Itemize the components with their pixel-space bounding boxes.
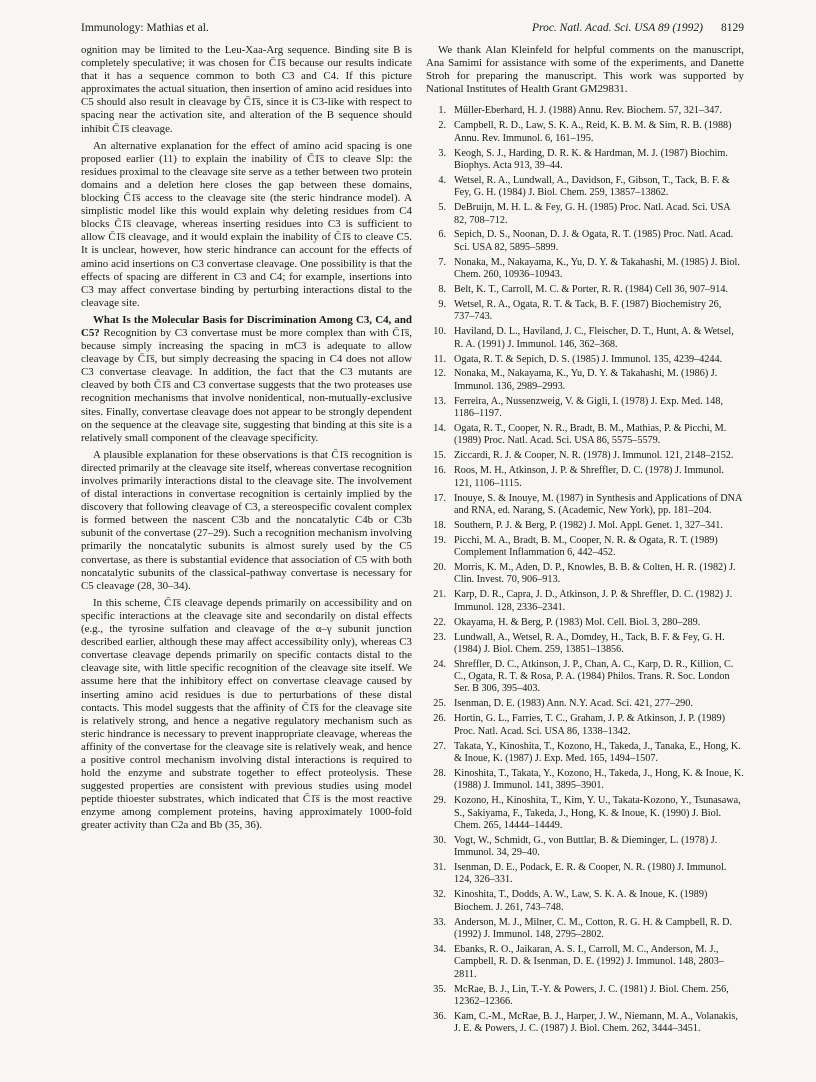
paragraph-text: In this scheme, C̄1̄s̄ cleavage depends primarily on accessibility and on specific interactions at the cleavage site and secondarily on distal effects (e.g., the tyrosine sulfation and cleavage of the α–γ subunit junction described earlier, although these may affect accessibility only), whereas C3 convertase cleavage depends primarily on specific contacts distal to the cleavage site, with little specific recognition of the cleavage site itself. We assume here that the inhibitory effect on convertase cleavage caused by inserting amino acid residues is due to perturbations of these distal contacts. This model suggests that the affinity of C̄1̄s̄ for the cleavage site is relatively strong, and hence a negative regulatory mechanism such as steric hindrance is necessary to prevent inappropriate cleavage, whereas the affinity of the convertase for the cleavage site is relatively weak, and hence a positive control mechanism involving distal interactions is required to hold the enzyme and substrate together to effect proteolysis. These suggested properties are consistent with previous studies using model peptide thioester substrates, which indicated that C̄1̄s̄ is the most reactive enzyme among complement proteins, having approximately 1000-fold greater activity than C2a and Bb (35, 36).	[81, 596, 412, 832]
reference-number: 21.	[433, 589, 446, 601]
reference-item	[426, 520, 744, 532]
reference-text: McRae, B. J., Lin, T.-Y. & Powers, J. C. (1981) J. Biol. Chem. 256, 12362–12366.	[454, 983, 729, 1007]
reference-number: 33.	[433, 916, 446, 928]
body-paragraph	[81, 140, 412, 310]
acknowledgment: We thank Alan Kleinfeld for helpful comments on the manuscript, Ana Samimi for assistance with some of the experiments, and Danette Stroh for preparing the manuscript. This work was supported by National Institutes of Health Grant GM29831.	[426, 44, 744, 96]
reference-item	[426, 202, 744, 227]
reference-text: Wetsel, R. A., Ogata, R. T. & Tack, B. F. (1987) Biochemistry 26, 737–743.	[454, 298, 722, 323]
reference-item	[426, 917, 744, 942]
reference-text: Ziccardi, R. J. & Cooper, N. R. (1978) J. Immunol. 121, 2148–2152.	[454, 450, 734, 462]
paragraph-text: ognition may be limited to the Leu-Xaa-Arg sequence. Binding site B is completely speculative; it was chosen for C̄1̄s̄ because our results indicate that it has a sequence common to both C3 and C4. If this picture approximates the actual situation, then insertion of amino acid residues into C5 should also result in cleavage by C̄1̄s̄, since it is C3-like with respect to spacing near the activation site, and alteration of the B sequence should inhibit C̄1̄s̄ cleavage.	[81, 44, 412, 135]
reference-number: 18.	[433, 519, 446, 531]
header-journal: Proc. Natl. Acad. Sci. USA 89 (1992)	[532, 22, 703, 34]
reference-number: 32.	[433, 889, 446, 901]
reference-item	[426, 423, 744, 448]
reference-text: Nonaka, M., Nakayama, K., Yu, D. Y. & Takahashi, M. (1985) J. Biol. Chem. 260, 10936–10943.	[454, 256, 740, 281]
reference-item	[426, 396, 744, 421]
reference-item	[426, 835, 744, 860]
reference-item	[426, 368, 744, 393]
reference-text: Inouye, S. & Inouye, M. (1987) in Synthesis and Applications of DNA and RNA, ed. Narang, S. (Academic, New York), pp. 181–204.	[454, 492, 742, 516]
reference-list	[426, 105, 744, 1035]
reference-number: 36.	[433, 1010, 446, 1022]
reference-text: Kozono, H., Kinoshita, T., Kim, Y. U., Takata-Kozono, Y., Tsunasawa, S., Sakiyama, F., Takeda, J., Hong, K. & Inoue, K. (1990) J. Biol. Chem. 265, 14444–14449.	[454, 795, 741, 831]
reference-item	[426, 862, 744, 887]
reference-text: Picchi, M. A., Bradt, B. M., Cooper, N. R. & Ogata, R. T. (1989) Complement Inflammation 6, 442–452.	[454, 534, 718, 559]
reference-text: Isenman, D. E., Podack, E. R. & Cooper, N. R. (1980) J. Immunol. 124, 326–331.	[454, 862, 727, 886]
reference-item	[426, 617, 744, 629]
paragraph-text: A plausible explanation for these observations is that C̄1̄s̄ recognition is directed primarily at the cleavage site itself, whereas convertase recognition involves primarily interactions distal to the cleavage site. The involvement of distal interactions in convertase recognition is certainly implied by the discovery that following cleavage of C3, a stereospecific covalent complex is formed between the nascent C3b and the noncatalytic C4b or C3b subunit of the convertase (27–29). Such a recognition mechanism involving primarily the noncatalytic subunits is almost surely used by the C5 convertase, as there is substantial evidence that association of C5 with both noncatalytic subunits of the classical-pathway convertase is necessary for C5 cleavage (28, 30–34).	[81, 448, 412, 592]
reference-text: Nonaka, M., Nakayama, K., Yu, D. Y. & Takahashi, M. (1986) J. Immunol. 136, 2989–2993.	[454, 368, 718, 392]
body-paragraph	[81, 314, 412, 445]
reference-item	[426, 284, 744, 296]
reference-item	[426, 659, 744, 696]
reference-number: 35.	[433, 983, 446, 995]
page-number: 8129	[721, 22, 744, 34]
right-column	[426, 44, 744, 1038]
reference-number: 1.	[438, 105, 446, 117]
reference-text: Roos, M. H., Atkinson, J. P. & Shreffler, D. C. (1978) J. Immunol. 121, 1106–1115.	[454, 465, 724, 489]
reference-item	[426, 698, 744, 710]
reference-text: Ogata, R. T. & Sepich, D. S. (1985) J. Immunol. 135, 4239–4244.	[454, 353, 723, 365]
reference-number: 15.	[433, 450, 446, 462]
reference-number: 28.	[433, 767, 446, 779]
reference-number: 29.	[433, 795, 446, 807]
reference-number: 24.	[433, 658, 446, 670]
reference-text: Ogata, R. T., Cooper, N. R., Bradt, B. M., Mathias, P. & Picchi, M. (1989) Proc. Natl. Acad. Sci. USA 86, 5575–5579.	[454, 423, 727, 447]
reference-item	[426, 889, 744, 914]
reference-item	[426, 175, 744, 200]
reference-item	[426, 493, 744, 518]
reference-item	[426, 326, 744, 351]
paragraph-text: Recognition by C3 convertase must be more complex than with C̄1̄s̄, because simply increasing the spacing in mC3 is adequate to allow cleavage by C̄1̄s̄, but simply decreasing the spacing in C4 does not allow C3 convertase cleavage. In addition, the fact that the C3 mutants are cleaved by both C̄1̄s̄ and C3 convertase suggests that the two proteases use recognition mechanisms that involve nonidentical, non-mutually-exclusive sites. Finally, convertase cleavage does not appear to be strongly dependent on the sequence at the cleavage site, suggesting that binding at this site is a relatively small component of the cleavage specificity.	[81, 326, 412, 444]
reference-item	[426, 713, 744, 738]
reference-number: 3.	[438, 147, 446, 159]
reference-text: Anderson, M. J., Milner, C. M., Cotton, R. G. H. & Campbell, R. D. (1992) J. Immunol. 148, 2795–2802.	[454, 916, 733, 940]
reference-number: 11.	[433, 353, 446, 365]
reference-item	[426, 229, 744, 254]
body-paragraph	[81, 597, 412, 833]
reference-item	[426, 120, 744, 145]
reference-number: 4.	[438, 174, 446, 186]
reference-text: Campbell, R. D., Law, S. K. A., Reid, K. B. M. & Sim, R. B. (1988) Annu. Rev. Immunol. 6, 161–195.	[454, 120, 732, 144]
reference-item	[426, 984, 744, 1009]
reference-number: 6.	[438, 229, 446, 241]
reference-number: 23.	[433, 631, 446, 643]
reference-item	[426, 632, 744, 657]
reference-text: Belt, K. T., Carroll, M. C. & Porter, R. R. (1984) Cell 36, 907–914.	[454, 284, 728, 295]
reference-item	[426, 795, 744, 832]
reference-number: 34.	[433, 943, 446, 955]
reference-item	[426, 562, 744, 587]
reference-text: Okayama, H. & Berg, P. (1983) Mol. Cell. Biol. 3, 280–289.	[454, 616, 701, 628]
reference-item	[426, 535, 744, 560]
reference-text: Kinoshita, T., Dodds, A. W., Law, S. K. A. & Inoue, K. (1989) Biochem. J. 261, 743–748.	[454, 889, 708, 913]
reference-number: 12.	[433, 368, 446, 380]
reference-text: Kinoshita, T., Takata, Y., Kozono, H., Takeda, J., Hong, K. & Inoue, K. (1988) J. Immunol. 141, 3895–3901.	[454, 767, 744, 792]
reference-text: Takata, Y., Kinoshita, T., Kozono, H., Takeda, J., Tanaka, E., Hong, K. & Inoue, K. (1987) J. Exp. Med. 165, 1494–1507.	[454, 740, 741, 764]
reference-text: Ferreira, A., Nussenzweig, V. & Gigli, I. (1978) J. Exp. Med. 148, 1186–1197.	[454, 395, 723, 420]
body-paragraph	[81, 44, 412, 136]
reference-item	[426, 768, 744, 793]
reference-number: 19.	[433, 534, 446, 546]
reference-item	[426, 465, 744, 490]
reference-item	[426, 1011, 744, 1036]
reference-text: Ebanks, R. O., Jaikaran, A. S. I., Carroll, M. C., Anderson, M. J., Campbell, R. D. & Isenman, D. E. (1992) J. Immunol. 148, 2803–2811.	[454, 943, 724, 980]
reference-text: Kam, C.-M., McRae, B. J., Harper, J. W., Niemann, M. A., Volanakis, J. E. & Powers, J. C. (1987) J. Biol. Chem. 262, 3444–3451.	[454, 1010, 738, 1035]
reference-text: Lundwall, A., Wetsel, R. A., Domdey, H., Tack, B. F. & Fey, G. H. (1984) J. Biol. Chem. 259, 13851–13856.	[454, 631, 725, 655]
reference-text: DeBruijn, M. H. L. & Fey, G. H. (1985) Proc. Natl. Acad. Sci. USA 82, 708–712.	[454, 202, 731, 226]
reference-number: 31.	[433, 862, 446, 874]
header-journal-page	[532, 22, 744, 34]
running-header	[81, 22, 744, 38]
body-paragraph	[81, 449, 412, 593]
reference-number: 5.	[438, 202, 446, 214]
section-heading: What Is the Molecular Basis for Discrimination Among C3, C4, and C5?	[81, 313, 412, 339]
reference-text: Morris, K. M., Aden, D. P., Knowles, B. B. & Colten, H. R. (1982) J. Clin. Invest. 70, 906–913.	[454, 562, 736, 586]
reference-item	[426, 105, 744, 117]
reference-number: 27.	[433, 740, 446, 752]
header-section-authors: Immunology: Mathias et al.	[81, 22, 209, 34]
reference-text: Keogh, S. J., Harding, D. R. K. & Hardman, M. J. (1987) Biochim. Biophys. Acta 913, 39–44.	[454, 147, 728, 171]
reference-text: Sepich, D. S., Noonan, D. J. & Ogata, R. T. (1985) Proc. Natl. Acad. Sci. USA 82, 5895–5899.	[454, 229, 734, 253]
reference-item	[426, 741, 744, 766]
reference-item	[426, 148, 744, 173]
reference-number: 20.	[433, 562, 446, 573]
reference-item	[426, 450, 744, 462]
reference-text: Southern, P. J. & Berg, P. (1982) J. Mol. Appl. Genet. 1, 327–341.	[454, 519, 723, 531]
reference-number: 2.	[438, 120, 446, 132]
reference-item	[426, 944, 744, 981]
left-column	[81, 44, 412, 833]
reference-number: 17.	[433, 492, 446, 504]
reference-item	[426, 354, 744, 366]
reference-text: Hortin, G. L., Farries, T. C., Graham, J. P. & Atkinson, J. P. (1989) Proc. Natl. Acad. Sci. USA 86, 1338–1342.	[454, 713, 725, 737]
paragraph-text: An alternative explanation for the effect of amino acid spacing is one proposed earlier (11) to explain the inability of C̄1̄s̄ to cleave Slp: the residues proximal to the cleavage site serve as a tether between two protein domains and a deletion here closes the gap between these domains, blocking C̄1̄s̄ access to the cleavage site (the steric hindrance model). A simplistic model like this would explain why deleting residues from C4 blocks C̄1̄s̄ cleavage, whereas inserting residues into C3 is sufficient to allow C̄1̄s̄ cleavage, and it would explain the inability of C̄1̄s̄ to cleave C5. It is unclear, however, how steric hindrance can account for the effects of amino acid insertions on C3 convertase cleavage. One possibility is that the effects of spacing are different in C3 and C4; for example, insertions into C3 may affect convertase binding by perturbing interactions distal to the cleavage site.	[81, 139, 412, 309]
reference-number: 26.	[433, 713, 446, 725]
reference-number: 22.	[433, 616, 446, 628]
reference-text: Wetsel, R. A., Lundwall, A., Davidson, F., Gibson, T., Tack, B. F. & Fey, G. H. (1984) J. Biol. Chem. 259, 13857–13862.	[454, 174, 730, 199]
reference-text: Vogt, W., Schmidt, G., von Buttlar, B. & Dieminger, L. (1978) J. Immunol. 34, 29–40.	[454, 834, 718, 859]
reference-item	[426, 299, 744, 324]
reference-item	[426, 257, 744, 282]
reference-number: 13.	[433, 395, 446, 407]
reference-number: 25.	[433, 698, 446, 710]
reference-text: Isenman, D. E. (1983) Ann. N.Y. Acad. Sci. 421, 277–290.	[454, 698, 693, 710]
reference-number: 7.	[438, 256, 446, 268]
reference-item	[426, 589, 744, 614]
reference-text: Haviland, D. L., Haviland, J. C., Fleischer, D. T., Hunt, A. & Wetsel, R. A. (1991) J. Immunol. 146, 362–368.	[454, 326, 734, 350]
reference-number: 10.	[433, 326, 446, 338]
reference-text: Shreffler, D. C., Atkinson, J. P., Chan, A. C., Karp, D. R., Killion, C. C., Ogata, R. T. & Rosa, P. A. (1984) Philos. Trans. R. Soc. London Ser. B 306, 395–403.	[454, 658, 734, 695]
reference-text: Karp, D. R., Capra, J. D., Atkinson, J. P. & Shreffler, D. C. (1982) J. Immunol. 128, 2336–2341.	[454, 589, 733, 613]
reference-number: 16.	[433, 465, 446, 477]
reference-number: 30.	[433, 834, 446, 846]
reference-number: 14.	[433, 423, 446, 434]
reference-text: Müller-Eberhard, H. J. (1988) Annu. Rev. Biochem. 57, 321–347.	[454, 105, 722, 117]
reference-number: 8.	[438, 284, 446, 295]
reference-number: 9.	[438, 298, 446, 310]
